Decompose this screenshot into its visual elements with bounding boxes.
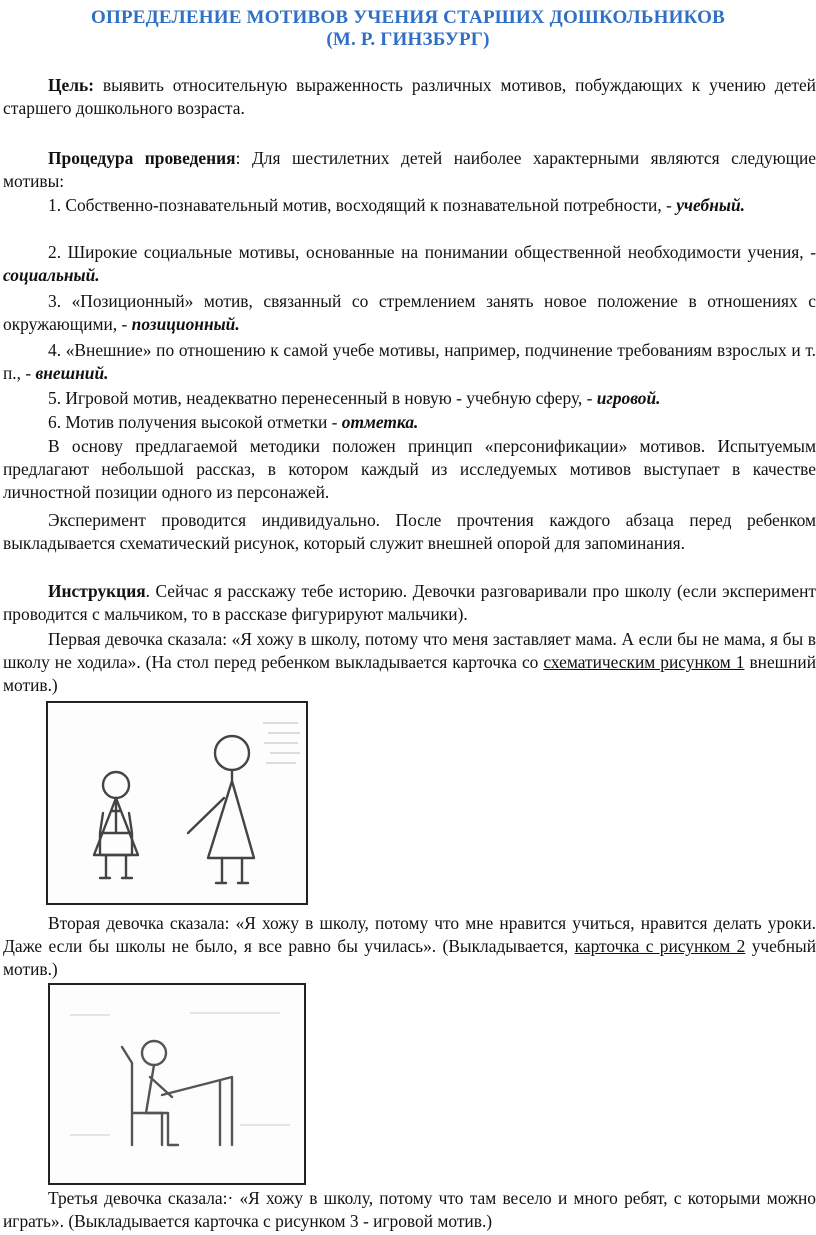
motive-tag: внешний. bbox=[35, 363, 109, 384]
external-motive-illustration bbox=[48, 703, 306, 903]
instruction-label: Инструкция bbox=[48, 581, 146, 601]
document-title: ОПРЕДЕЛЕНИЕ МОТИВОВ УЧЕНИЯ СТАРШИХ ДОШКОЛЬНИКОВ bbox=[91, 7, 725, 28]
motive-item: 5. Игровой мотив, неадекватно перенесенный в новую - учебную сферу, - игровой. bbox=[48, 388, 661, 408]
motive-item: 1. Собственно-познавательный мотив, восходящий к познавательной потребности, - учебный. bbox=[48, 195, 745, 215]
procedure-text: : Для шестилетних детей наиболее характерными являются следующие мотивы: bbox=[3, 148, 816, 192]
motive-tag: игровой. bbox=[596, 388, 661, 408]
instruction-paragraph bbox=[3, 580, 816, 626]
instruction-text: . Сейчас я расскажу тебе историю. Девочки разговаривали про школу (если эксперимент проводится с мальчиком, то в рассказе фигурируют мальчики). bbox=[3, 581, 816, 625]
learning-motive-illustration bbox=[50, 985, 304, 1183]
motive-tag: позиционный. bbox=[131, 314, 240, 335]
girl2-paragraph: Вторая девочка сказала: «Я хожу в школу, потому что мне нравится учиться, нравится делать уроки. Даже если бы школы не было, я все равно бы училась». (Выкладывается, карточка с рисунком 2 учебный мотив.) bbox=[3, 913, 816, 980]
procedure-paragraph bbox=[3, 147, 816, 193]
girl1-paragraph: Первая девочка сказала: «Я хожу в школу, потому что меня заставляет мама. А если бы не мама, я бы в школу не ходила». (На стол перед ребенком выкладывается карточка со схематическим рисунком 1 внешний мотив.) bbox=[3, 629, 816, 696]
principle-paragraph: В основу предлагаемой методики положен принцип «персонификации» мотивов. Испытуемым предлагают небольшой рассказ, в котором каждый из исследуемых мотивов выступает в качестве личностной позиции одного из персонажей. bbox=[3, 436, 816, 503]
goal-text: выявить относительную выраженность различных мотивов, побуждающих к учению детей старшего дошкольного возраста. bbox=[3, 75, 816, 119]
motive-tag: отметка. bbox=[341, 412, 419, 432]
goal-label: Цель: bbox=[48, 75, 94, 95]
motive-item: 3. «Позиционный» мотив, связанный со стремлением занять новое положение в отношениях с окружающими, - позиционный. bbox=[3, 291, 816, 335]
picture-card-1 bbox=[46, 701, 308, 905]
motive-item: 6. Мотив получения высокой отметки - отметка. bbox=[48, 412, 419, 432]
motive-tag: учебный. bbox=[676, 195, 745, 215]
goal-paragraph bbox=[3, 74, 816, 120]
experiment-paragraph: Эксперимент проводится индивидуально. После прочтения каждого абзаца перед ребенком выкладывается схематический рисунок, который служит внешней опорой для запоминания. bbox=[3, 510, 816, 554]
procedure-label: Процедура проведения bbox=[48, 148, 236, 168]
document-subtitle-author: (М. Р. ГИНЗБУРГ) bbox=[326, 29, 490, 50]
motive-tag: социальный. bbox=[3, 265, 100, 286]
motive-item: 4. «Внешние» по отношению к самой учебе мотивы, например, подчинение требованиям взрослых и т. п., - внешний. bbox=[3, 340, 816, 384]
picture-card-2 bbox=[48, 983, 306, 1185]
motive-item: 2. Широкие социальные мотивы, основанные на понимании общественной необходимости учения, - социальный. bbox=[3, 242, 816, 286]
girl3-paragraph: Третья девочка сказала:· «Я хожу в школу, потому что там весело и много ребят, с которыми можно играть». (Выкладывается карточка с рисунком 3 - игровой мотив.) bbox=[3, 1188, 816, 1232]
